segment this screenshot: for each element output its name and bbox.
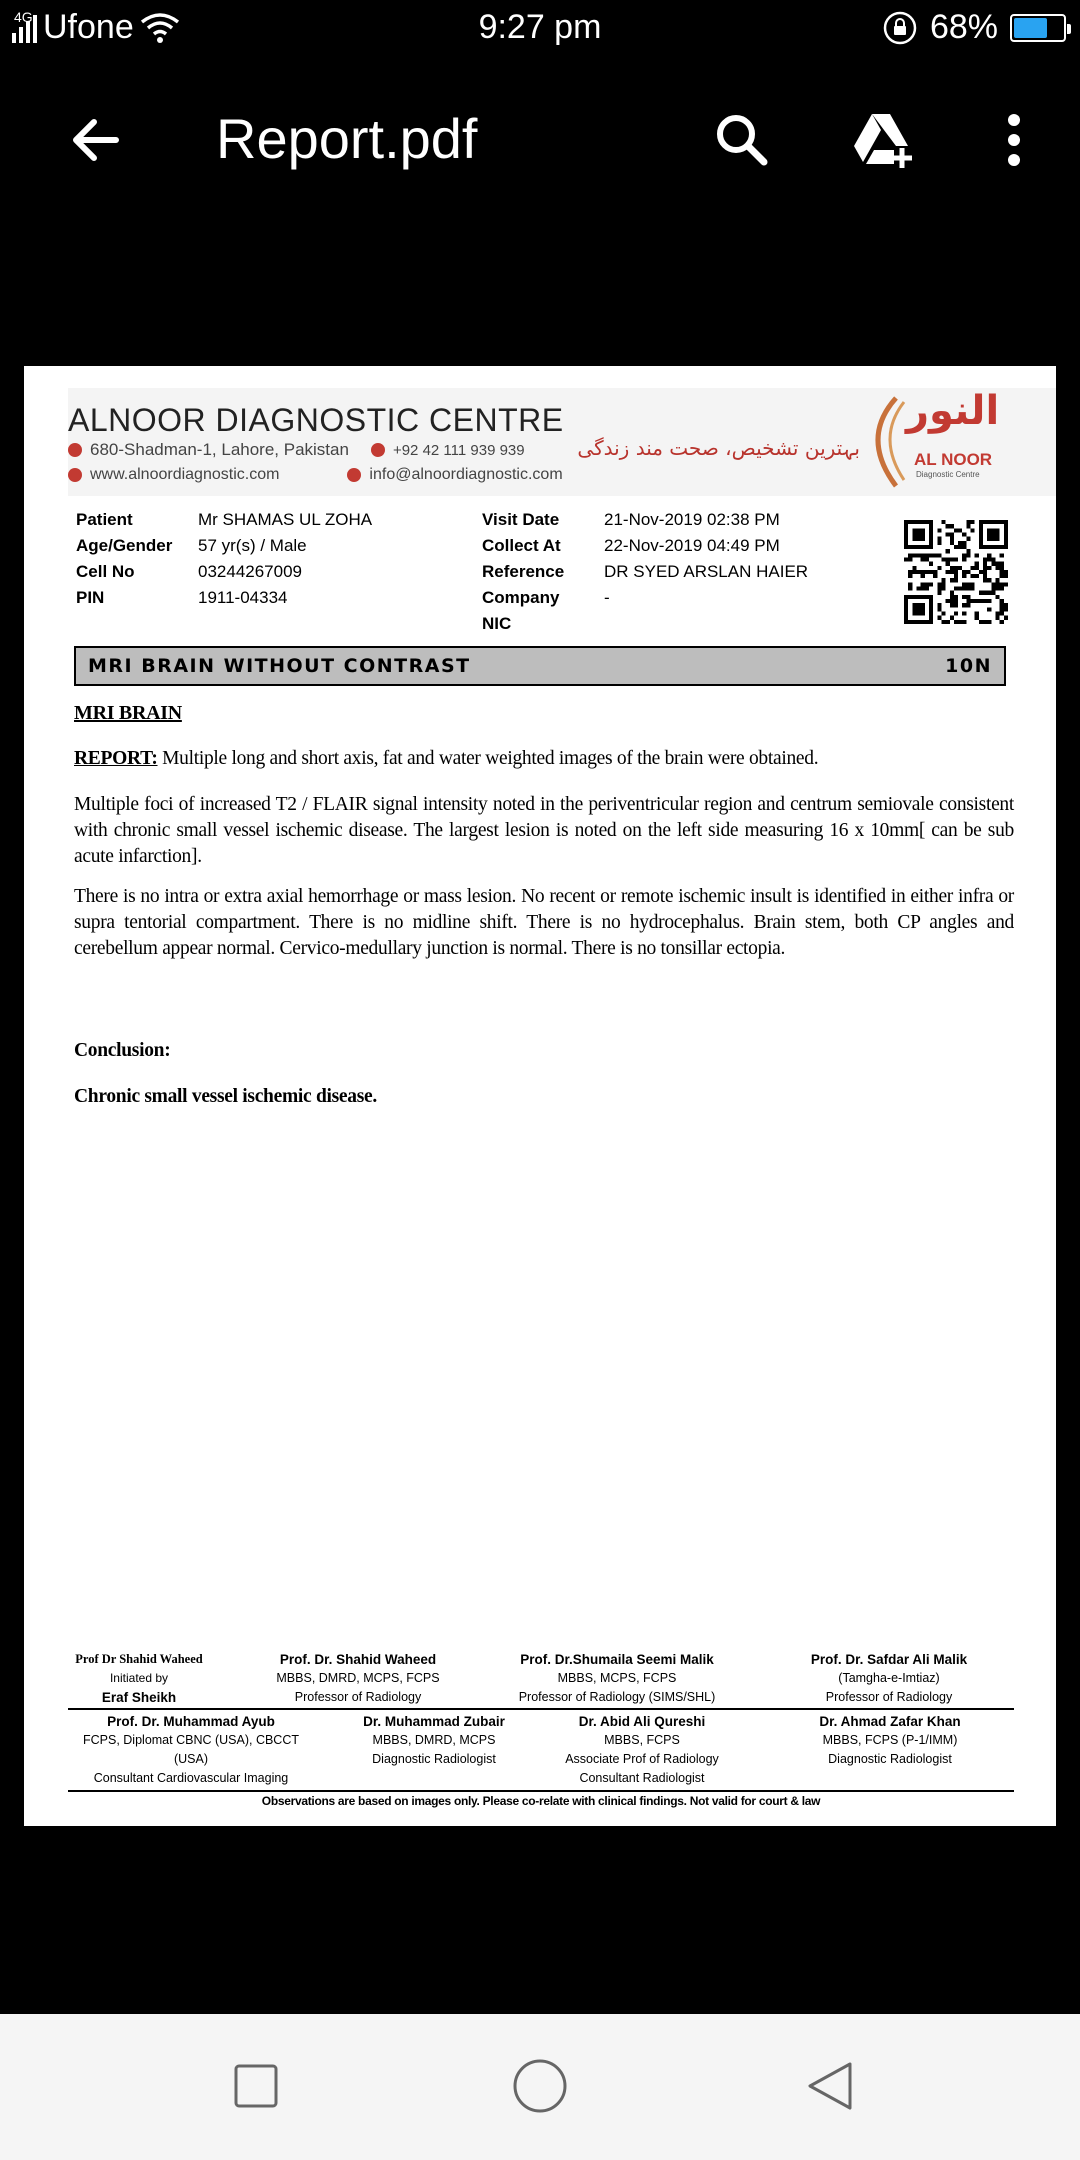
battery-icon (1010, 14, 1066, 42)
nic-label: NIC (482, 614, 512, 633)
test-code: 10N (945, 655, 992, 677)
address-row (68, 440, 525, 460)
reference: DR SYED ARSLAN HAIER (604, 562, 809, 581)
disclaimer: Observations are based on images only. Please co-relate with clinical findings. Not valid for court & law (261, 1794, 821, 1808)
signatory: Dr. Muhammad Zubair MBBS, DMRD, MCPS Diagnostic Radiologist (363, 1714, 505, 1766)
email-icon (347, 468, 361, 482)
signatory: Dr. Abid Ali Qureshi MBBS, FCPS Associate Prof of Radiology Consultant Radiologist (565, 1714, 719, 1785)
findings-paragraph-1: Multiple foci of increased T2 / FLAIR signal intensity noted in the periventricular region and centrum semiovale consistent with chronic small vessel ischemic disease. The largest lesion is noted on the left side measuring 16 x 10mm[ can be sub acute infarction]. (74, 794, 1014, 867)
section-title: MRI BRAIN (74, 702, 182, 724)
rotation-lock-icon (882, 10, 918, 46)
signatories-row-2 (68, 1712, 1014, 1792)
test-banner (74, 646, 1006, 686)
logo-subtext: Diagnostic Centre (916, 470, 980, 479)
home-icon[interactable] (508, 2054, 572, 2118)
more-vert-icon[interactable] (982, 108, 1046, 172)
company-label: Company (482, 588, 560, 607)
network-type: 4G (14, 8, 33, 25)
signatories-row-1 (68, 1650, 1014, 1710)
report-line (74, 746, 1014, 772)
signatory: Prof. Dr. Safdar Ali Malik (Tamgha-e-Imtiaz) Professor of Radiology (810, 1652, 968, 1704)
collect-label: Collect At (482, 536, 561, 555)
urdu-tagline: بہترین تشخیص، صحت مند زندگی (577, 436, 860, 460)
patient-info-right (482, 510, 808, 640)
report-text: Multiple long and short axis, fat and water weighted images of the brain were obtained. (157, 748, 819, 769)
patient-label: Patient (76, 510, 133, 529)
app-bar (0, 100, 1080, 180)
signatory: Dr. Ahmad Zafar Khan MBBS, FCPS (P-1/IMM) Diagnostic Radiologist (819, 1714, 961, 1766)
carrier-name: Ufone (43, 8, 134, 46)
cell-no: 03244267009 (198, 562, 303, 581)
email: info@alnoordiagnostic.com (369, 466, 563, 483)
back-arrow-icon[interactable] (64, 108, 128, 172)
qr-code-icon (904, 520, 1008, 624)
logo-text: AL NOOR (914, 450, 993, 469)
signatory: Prof. Dr. Shahid Waheed MBBS, DMRD, MCPS, FCPS Professor of Radiology (276, 1652, 440, 1704)
cell-label: Cell No (76, 562, 135, 581)
navigation-bar (0, 2014, 1080, 2160)
patient-info-left (76, 510, 372, 614)
reference-label: Reference (482, 562, 565, 581)
pdf-page[interactable] (24, 366, 1056, 1826)
web-row (68, 466, 563, 484)
alnoor-logo (866, 388, 1016, 498)
divider (68, 1790, 1014, 1792)
address: 680-Shadman-1, Lahore, Pakistan (90, 440, 349, 459)
status-bar (0, 0, 1080, 56)
clinic-name: ALNOOR DIAGNOSTIC CENTRE (68, 402, 564, 438)
report-label: REPORT: (74, 748, 158, 769)
battery-percent: 68% (929, 8, 998, 46)
pin-label: PIN (76, 588, 105, 607)
signatory: Prof. Dr. Muhammad Ayub FCPS, Diplomat CBNC (USA), CBCCT (USA) Consultant Cardiovascular Imaging (83, 1714, 299, 1785)
battery-level (1014, 18, 1047, 38)
age-label: Age/Gender (76, 536, 173, 555)
company: - (604, 588, 610, 607)
pin: 1911-04334 (198, 588, 288, 607)
phone-icon (371, 443, 385, 457)
age-gender: 57 yr(s) / Male (198, 536, 307, 555)
conclusion-text: Chronic small vessel ischemic disease. (74, 1086, 377, 1107)
search-icon[interactable] (710, 108, 774, 172)
findings-paragraph-2: There is no intra or extra axial hemorrhage or mass lesion. No recent or remote ischemic insult is identified in either infra or supra tentorial compartment. There is no midline shift. There is no hydrocephalus. Brain stem, both CP angles and cerebellum appear normal. Cervico-medullary junction is normal. There is no tonsillar ectopia. (74, 886, 1014, 959)
divider (68, 1708, 1014, 1710)
collect-at: 22-Nov-2019 04:49 PM (604, 536, 780, 555)
logo-urdu: النور (906, 388, 1000, 434)
document-title: Report.pdf (216, 107, 478, 170)
web-icon (68, 468, 82, 482)
website: www.alnoordiagnostic.com (90, 466, 280, 483)
location-pin-icon (68, 443, 82, 457)
conclusion-label: Conclusion: (74, 1040, 171, 1061)
status-right (882, 8, 1066, 47)
visit-label: Visit Date (482, 510, 560, 529)
patient-name: Mr SHAMAS UL ZOHA (198, 510, 373, 529)
signatory: Prof Dr Shahid Waheed Initiated by Eraf Sheikh (75, 1652, 203, 1705)
visit-date: 21-Nov-2019 02:38 PM (604, 510, 780, 529)
clock: 9:27 pm (478, 8, 602, 46)
drive-add-icon[interactable] (850, 108, 914, 172)
test-title: MRI BRAIN WITHOUT CONTRAST (88, 655, 471, 677)
phone: +92 42 111 939 939 (392, 441, 525, 459)
recent-apps-icon[interactable] (224, 2054, 288, 2118)
signatory: Prof. Dr.Shumaila Seemi Malik MBBS, MCPS, FCPS Professor of Radiology (SIMS/SHL) (518, 1652, 716, 1704)
back-icon[interactable] (798, 2054, 862, 2118)
